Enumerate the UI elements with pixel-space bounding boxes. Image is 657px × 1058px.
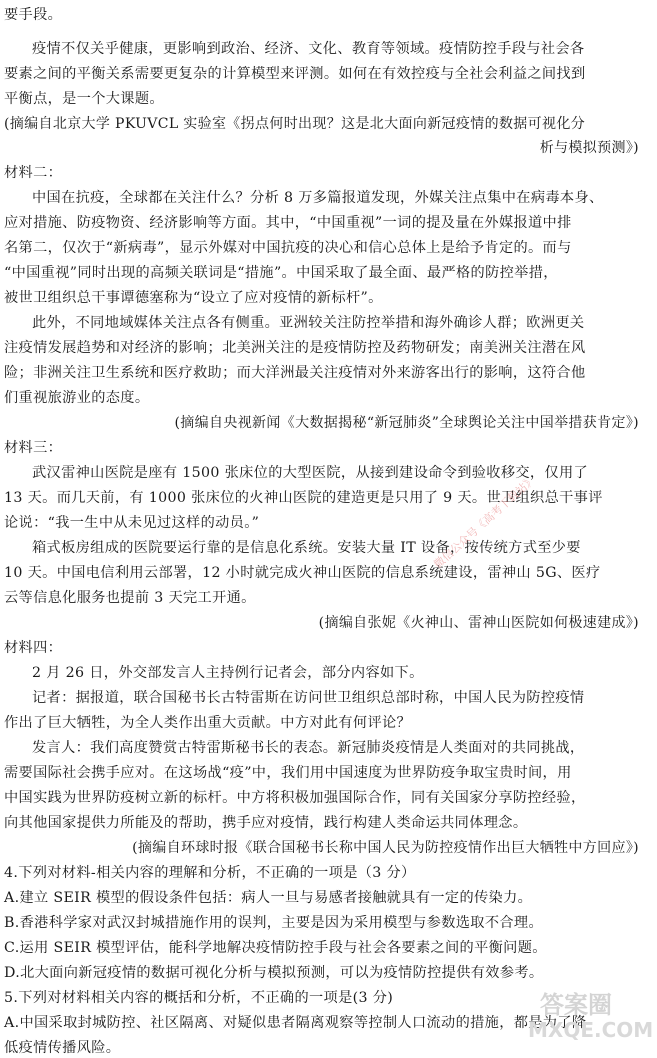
text-line: 险；非洲关注卫生系统和医疗救助；而大洋洲最关注疫情对外来游客出行的影响，这符合他: [4, 365, 586, 381]
text-line: 平衡点，是一个大课题。: [4, 91, 164, 107]
text-line: 作出了巨大牺牲，为全人类作出重大贡献。中方对此有何评论？: [4, 715, 412, 731]
source-citation: 析与模拟预测》): [539, 140, 639, 156]
site-logo: [520, 985, 657, 1044]
text-line: 中国实践为世界防疫树立新的标杆。中方将积极加强国际合作，同有关国家分享防控经验，: [4, 790, 586, 806]
watermark-text: 微信公众号《高考下载站》: [431, 473, 539, 572]
text-line: 需要国际社会携手应对。在这场战“疫”中，我们用中国速度为世界防疫争取宝贵时间，用: [4, 765, 572, 781]
text-line: 被世卫组织总干事谭德塞称为“设立了应对疫情的新标杆”。: [4, 290, 383, 306]
text-line: 中国在抗疫，全球都在关注什么？分析 8 万多篇报道发现，外媒关注点集中在病毒本身、: [32, 190, 604, 206]
text-line: “中国重视”同时出现的高频关联词是“措施”。中国采取了最全面、最严格的防控举措，: [4, 265, 558, 281]
text-line: 发言人：我们高度赞赏古特雷斯秘书长的表态。新冠肺炎疫情是人类面对的共同挑战，: [32, 740, 585, 756]
text-line: 要手段。: [4, 7, 63, 23]
text-line: 此外，不同地域媒体关注点各有侧重。亚洲较关注防控举措和海外确诊人群；欧洲更关: [32, 315, 585, 331]
text-line: 要素之间的平衡关系需要更复杂的计算模型来评测。如何在有效控疫与全社会利益之间找到: [4, 66, 586, 82]
section-heading: 材料二：: [4, 165, 63, 181]
text-line: 向其他国家提供力所能及的帮助，携手应对疫情，践行构建人类命运共同体理念。: [4, 815, 528, 831]
question-stem: 4.下列对材料-相关内容的理解和分析，不正确的一项是（3 分）: [4, 865, 416, 881]
text-line: 记者：据报道，联合国秘书长古特雷斯在访问世卫组织总部时称，中国人民为防控疫情: [32, 690, 585, 706]
text-line: 云等信息化服务也提前 3 天完工开通。: [4, 590, 256, 606]
answer-option: A.中国采取封城防控、社区隔离、对疑似患者隔离观察等控制人口流动的措施，都是为了降: [4, 1015, 587, 1031]
question-stem: 5.下列对材料相关内容的概括和分析，不正确的一项是(3 分): [4, 990, 394, 1006]
text-line: 箱式板房组成的医院要运行靠的是信息化系统。安装大量 IT 设备，按传统方式至少要: [32, 540, 581, 556]
text-line: 论说：“我一生中从未见过这样的动员。”: [4, 515, 260, 531]
section-heading: 材料四：: [4, 640, 63, 656]
answer-option: C.运用 SEIR 模型评估，能科学地解决疫情防控手段与社会各要素之间的平衡问题。: [4, 940, 547, 956]
answer-option: D.北大面向新冠疫情的数据可视化分析与模拟预测，可以为疫情防控提供有效参考。: [4, 965, 544, 981]
logo-text-top: 答案圈: [540, 991, 612, 1019]
text-line: 疫情不仅关乎健康，更影响到政治、经济、文化、教育等领域。疫情防控手段与社会各: [32, 41, 585, 57]
source-citation: (摘编自张妮《火神山、雷神山医院如何极速建成》): [318, 615, 639, 631]
text-line: 名第二，仅次于“新病毒”，显示外媒对中国抗疫的决心和信心总体上是给予肯定的。而与: [4, 240, 572, 256]
answer-option: A.建立 SEIR 模型的假设条件包括：病人一旦与易感者接触就具有一定的传染力。: [4, 890, 533, 906]
section-heading: 材料三：: [4, 440, 63, 456]
source-citation: (摘编自北京大学 PKUVCL 实验室《拐点何时出现？这是北大面向新冠疫情的数据可视化分: [4, 116, 586, 132]
text-line: 注疫情发展趋势和对经济的影响；北美洲关注的是疫情防控及药物研发；南美洲关注潜在风: [4, 340, 586, 356]
answer-option: 低疫情传播风险。: [4, 1040, 121, 1056]
text-line: 们重视旅游业的态度。: [4, 390, 150, 406]
text-line: 应对措施、防疫物资、经济影响等方面。其中，“中国重视”一词的提及量在外媒报道中排: [4, 215, 572, 231]
text-line: 13 天。而几天前，有 1000 张床位的火神山医院的建造更是只用了 9 天。世卫组织总干事评: [4, 490, 603, 506]
answer-option: B.香港科学家对武汉封城措施作用的误判，主要是因为采用模型与参数选取不合理。: [4, 915, 543, 931]
text-line: 武汉雷神山医院是座有 1500 张床位的大型医院，从接到建设命令到验收移交，仅用了: [32, 465, 589, 481]
source-citation: (摘编自央视新闻《大数据揭秘“新冠肺炎”全球舆论关注中国举措获肯定》): [174, 415, 639, 431]
source-citation: (摘编自环球时报《联合国秘书长称中国人民为防控疫情作出巨大牺牲中方回应》): [132, 840, 639, 856]
text-line: 2 月 26 日，外交部发言人主持例行记者会，部分内容如下。: [32, 665, 424, 681]
logo-text-bottom: MXQE.COM: [528, 1018, 654, 1042]
text-line: 10 天。中国电信利用云部署，12 小时就完成火神山医院的信息系统建设，雷神山 5G、医疗: [4, 565, 601, 581]
